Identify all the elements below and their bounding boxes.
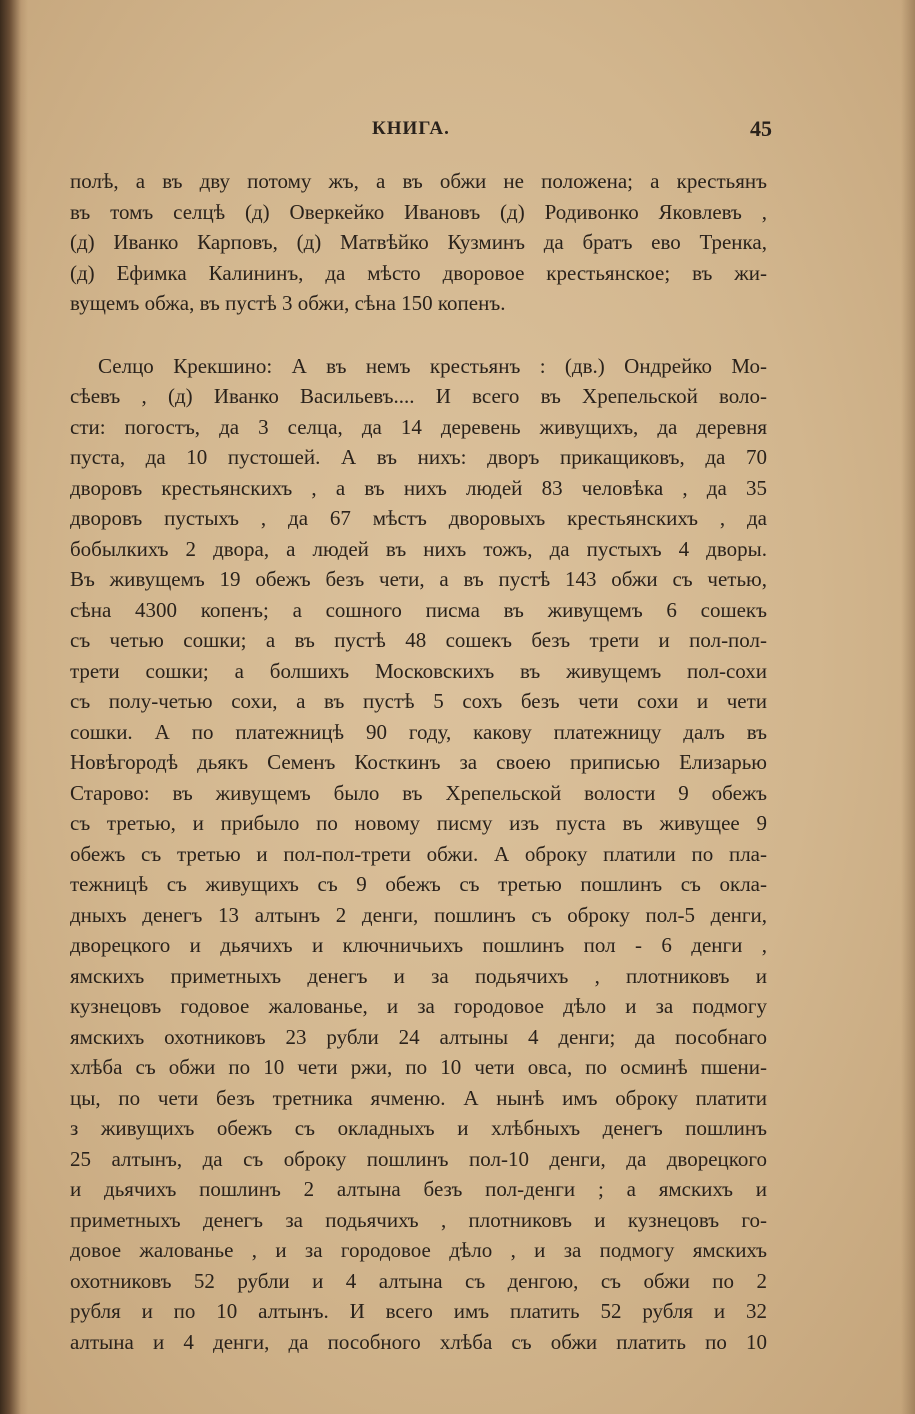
binding-shadow (0, 0, 28, 1414)
text-line: сѣна 4300 копенъ; а сошного писма въ живущемъ 6 сошекъ (70, 597, 767, 622)
text-line: дворовъ крестьянскихъ , а въ нихъ людей 83 человѣка , да 35 (70, 475, 767, 500)
text-line: дворецкого и дьячихъ и ключничьихъ пошлинъ пол - 6 денги , (70, 933, 767, 957)
page-header (70, 118, 770, 148)
paragraph-gap (70, 319, 767, 351)
text-line: рубля и по 10 алтынъ. И всего имъ платить 52 рубля и 32 (70, 1299, 767, 1323)
text-line: тежницѣ съ живущихъ съ 9 обежъ съ третью пошлинъ съ окла- (70, 872, 767, 896)
text-line: сошки. А по платежницѣ 90 году, какову платежницу далъ въ (70, 719, 767, 744)
text-line: обежъ съ третью и пол-пол-трети обжи. А оброку платили по пла- (70, 841, 767, 866)
text-line: кузнецовъ годовое жалованье, и за городовое дѣло и за подмогу (70, 994, 767, 1018)
body-text (70, 166, 767, 1357)
text-line: Новѣгородѣ дьякъ Семенъ Косткинъ за своею приписью Елизарью (70, 750, 767, 774)
paragraph-1 (70, 166, 767, 319)
page-edge (901, 0, 915, 1414)
text-line: пуста, да 10 пустошей. А въ нихъ: дворъ прикащиковъ, да 70 (70, 445, 767, 469)
text-line: бобылкихъ 2 двора, а людей въ нихъ тожъ, да пустыхъ 4 дворы. (70, 536, 767, 561)
text-line: и дьячихъ пошлинъ 2 алтына безъ пол-денги ; а ямскихъ и (70, 1177, 767, 1201)
text-line: трети сошки; а болшихъ Московскихъ въ живущемъ пол-сохи (70, 658, 767, 683)
text-line: дныхъ денегъ 13 алтынъ 2 денги, пошлинъ съ оброку пол-5 денги, (70, 902, 767, 927)
text-line: полѣ, а въ дву потому жъ, а въ обжи не положена; а крестьянъ (70, 169, 767, 193)
text-line: цы, по чети безъ третника ячменю. А нынѣ имъ оброку платити (70, 1085, 767, 1110)
text-line: 25 алтынъ, да съ оброку пошлинъ пол-10 денги, да дворецкого (70, 1146, 767, 1171)
text-line: Старово: въ живущемъ было въ Хрепельской волости 9 обежъ (70, 780, 767, 805)
text-line: алтына и 4 денги, да пособного хлѣба съ обжи платить по 10 (70, 1329, 767, 1354)
text-line: съ третью, и прибыло по новому писму изъ пуста въ живущее 9 (70, 811, 767, 835)
text-line: ямскихъ охотниковъ 23 рубли 24 алтыны 4 денги; да пособнаго (70, 1024, 767, 1049)
text-line: дворовъ пустыхъ , да 67 мѣстъ дворовыхъ крестьянскихъ , да (70, 506, 767, 530)
text-line: (д) Ефимка Калининъ, да мѣсто дворовое крестьянское; въ жи- (70, 260, 767, 285)
text-line: сти: погостъ, да 3 селца, да 14 деревень живущихъ, да деревня (70, 414, 767, 439)
text-line: вущемъ обжа, въ пустѣ 3 обжи, сѣна 150 копенъ. (70, 291, 506, 315)
text-line: (д) Иванко Карповъ, (д) Матвѣйко Кузминъ да братъ ево Тренка, (70, 230, 767, 254)
running-head: КНИГА. (372, 118, 450, 139)
text-line: ямскихъ приметныхъ денегъ и за подьячихъ , плотниковъ и (70, 963, 767, 988)
text-line: охотниковъ 52 рубли и 4 алтына съ денгою, съ обжи по 2 (70, 1268, 767, 1293)
text-line: сѣевъ , (д) Иванко Васильевъ.... И всего въ Хрепельской воло- (70, 384, 767, 408)
text-line: хлѣба съ обжи по 10 чети ржи, по 10 чети овса, по осминѣ пшени- (70, 1055, 767, 1079)
page-number: 45 (750, 116, 772, 141)
paragraph-2 (70, 351, 767, 1358)
text-line: въ томъ селцѣ (д) Оверкейко Ивановъ (д) Родивонко Яковлевъ , (70, 199, 767, 224)
text-line: Въ живущемъ 19 обежъ безъ чети, а въ пустѣ 143 обжи съ четью, (70, 567, 767, 591)
text-line: съ четью сошки; а въ пустѣ 48 сошекъ безъ трети и пол-пол- (70, 628, 767, 652)
text-line: приметныхъ денегъ за подьячихъ , плотниковъ и кузнецовъ го- (70, 1207, 767, 1232)
text-line: съ полу-четью сохи, а въ пустѣ 5 сохъ безъ чети сохи и чети (70, 689, 767, 713)
text-line: довое жалованье , и за городовое дѣло , и за подмогу ямскихъ (70, 1238, 767, 1262)
text-line: з живущихъ обежъ съ окладныхъ и хлѣбныхъ денегъ пошлинъ (70, 1116, 767, 1140)
text-line: Селцо Крекшино: А въ немъ крестьянъ : (дв.) Ондрейко Мо- (98, 353, 767, 378)
